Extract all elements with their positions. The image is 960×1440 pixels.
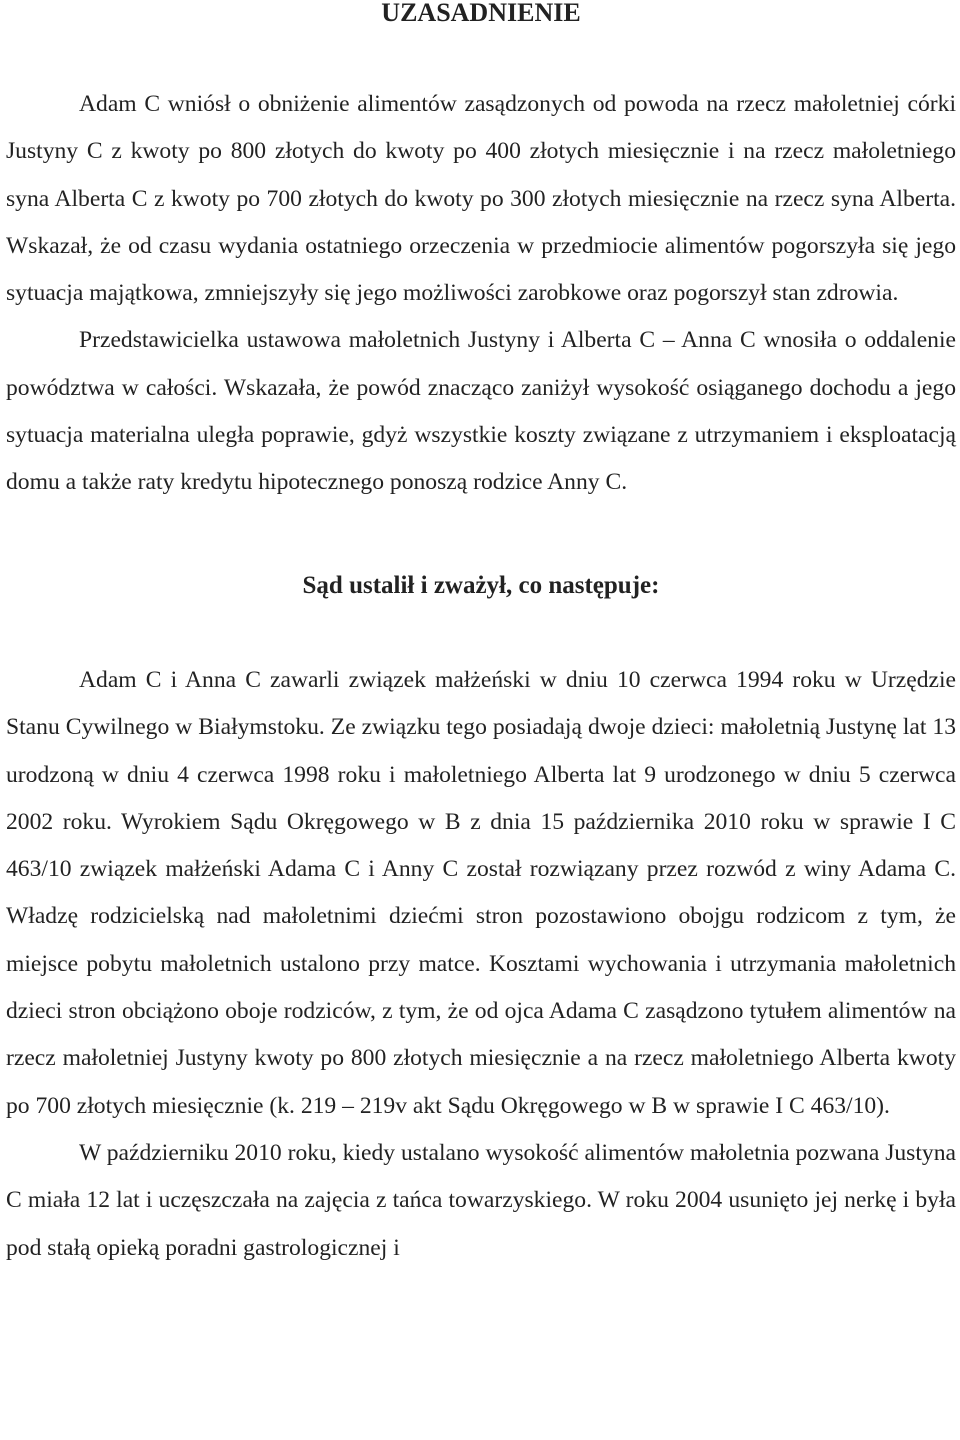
intro-paragraph-representative: Przedstawicielka ustawowa małoletnich Justyny i Alberta C – Anna C wnosiła o oddalenie powództwa w całości. Wskazała, że powód znacząco zaniżył wysokość osiąganego dochodu a jego sytuacja materialna uległa poprawie, gdyż wszystkie koszty związane z utrzymaniem i eksploatacją domu a także raty kredytu hipotecznego ponoszą rodzice Anny C. (6, 327, 956, 496)
intro-paragraph-plaintiff: Adam C wniósł o obniżenie alimentów zasądzonych od powoda na rzecz małoletniej córki Justyny C z kwoty po 800 złotych do kwoty po 400 złotych miesięcznie i na rzecz małoletniego syna Alberta C z kwoty po 700 złotych do kwoty po 300 złotych miesięcznie na rzecz syna Alberta. Wskazał, że od czasu wydania ostatniego orzeczenia w przedmiocie alimentów pogorszyła się jego sytuacja majątkowa, zmniejszyły się jego możliwości zarobkowe oraz pogorszył stan zdrowia. (6, 91, 956, 307)
heading-gap-bottom (6, 609, 956, 657)
section-heading: Sąd ustalił i zważył, co następuje: (302, 571, 660, 599)
title-spacer (6, 23, 956, 81)
document-page (6, 0, 956, 1272)
findings-paragraph-justyna: W październiku 2010 roku, kiedy ustalano wysokość alimentów małoletnia pozwana Justyna C miała 12 lat i uczęszczała na zajęcia z tańca towarzyskiego. W roku 2004 usunięto jej nerkę i była pod stałą opieką poradni gastrologicznej i (6, 1139, 956, 1261)
document-title: UZASADNIENIE (381, 0, 581, 27)
findings-paragraph-marriage: Adam C i Anna C zawarli związek małżeński w dniu 10 czerwca 1994 roku w Urzędzie Stanu Cywilnego w Białymstoku. Ze związku tego posiadają dwoje dzieci: małoletnią Justynę lat 13 urodzoną w dniu 4 czerwca 1998 roku i małoletniego Alberta lat 9 urodzonego w dniu 5 czerwca 2002 roku. Wyrokiem Sądu Okręgowego w B z dnia 15 października 2010 roku w sprawie I C 463/10 związek małżeński Adama C i Anny C został rozwiązany przez rozwód z winy Adama C. Władzę rodzicielską nad małoletnimi dziećmi stron pozostawiono obojgu rodzicom z tym, że miejsce pobytu małoletnich ustalono przy matce. Kosztami wychowania i utrzymania małoletnich dzieci stron obciążono oboje rodziców, z tym, że od ojca Adama C zasądzono tytułem alimentów na rzecz małoletniej Justyny kwoty po 800 złotych miesięcznie a na rzecz małoletniego Alberta kwoty po 700 złotych miesięcznie (k. 219 – 219v akt Sądu Okręgowego w B w sprawie I C 463/10). (6, 666, 956, 1119)
heading-gap-top (6, 507, 956, 562)
